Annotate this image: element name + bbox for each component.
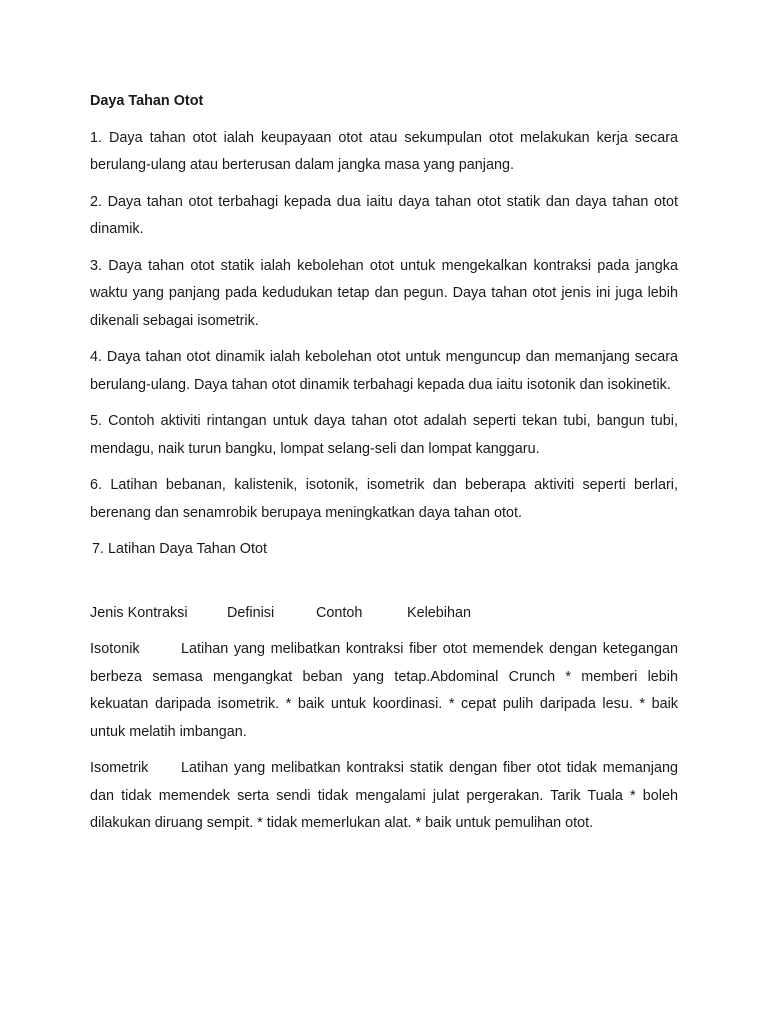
row-text-isometrik: Latihan yang melibatkan kontraksi statik dengan fiber otot tidak memanjang dan tidak memendek serta sendi tidak mengalami julat pergerakan. Tarik Tuala * boleh dilakukan diruang sempit. * tidak memerlukan alat. * baik untuk pemulihan otot. [90,760,678,831]
table-row-isometrik [90,755,678,838]
table-header-contoh: Contoh [316,604,363,621]
row-label-isotonik: Isotonik [90,641,140,657]
paragraph-7: 7. Latihan Daya Tahan Otot [92,541,267,557]
row-label-isometrik: Isometrik [90,760,149,776]
paragraph-1: 1. Daya tahan otot ialah keupayaan otot atau sekumpulan otot melakukan kerja secara berulang-ulang atau berterusan dalam jangka masa yang panjang. [90,129,678,173]
table-header-jenis-kontraksi: Jenis Kontraksi [90,604,188,621]
paragraph-6: 6. Latihan bebanan, kalistenik, isotonik, isometrik dan beberapa aktiviti seperti berlari, berenang dan senamrobik berupaya meningkatkan daya tahan otot. [90,477,678,521]
table-header-row [90,600,678,628]
document-title: Daya Tahan Otot [90,93,204,109]
document-content [90,88,678,847]
row-text-isotonik: Latihan yang melibatkan kontraksi fiber otot memendek dengan ketegangan berbeza semasa mengangkat beban yang tetap.Abdominal Crunch * memberi lebih kekuatan daripada isometrik. * baik untuk koordinasi. * cepat pulih daripada lesu. * baik untuk melatih imbangan. [90,641,678,740]
paragraph-5: 5. Contoh aktiviti rintangan untuk daya tahan otot adalah seperti tekan tubi, bangun tubi, mendagu, naik turun bangku, lompat selang-seli dan lompat kanggaru. [90,413,678,457]
table-header-definisi: Definisi [227,604,275,621]
table-header-kelebihan: Kelebihan [407,604,472,621]
paragraph-2: 2. Daya tahan otot terbahagi kepada dua iaitu daya tahan otot statik dan daya tahan otot dinamik. [90,193,678,237]
table-row-isotonik [90,636,678,746]
paragraph-3: 3. Daya tahan otot statik ialah kebolehan otot untuk mengekalkan kontraksi pada jangka waktu yang panjang pada kedudukan tetap dan pegun. Daya tahan otot jenis ini juga lebih dikenali sebagai isometrik. [90,257,678,329]
paragraph-4: 4. Daya tahan otot dinamik ialah kebolehan otot untuk menguncup dan memanjang secara berulang-ulang. Daya tahan otot dinamik terbahagi kepada dua iaitu isotonik dan isokinetik. [90,349,678,393]
